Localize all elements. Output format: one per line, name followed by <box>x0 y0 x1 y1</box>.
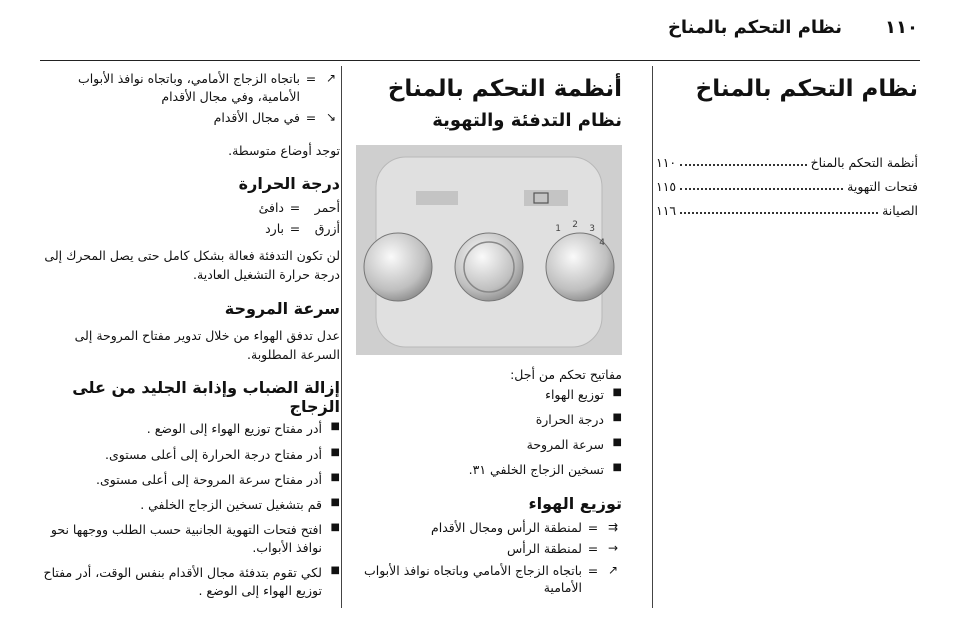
legend-text: باتجاه الزجاج الأمامي، وباتجاه نوافذ الأبواب الأمامية، وفي مجال الأقدام <box>77 71 300 104</box>
temperature-knob <box>455 233 523 301</box>
toc-dots <box>680 188 843 190</box>
air-distribution-legend <box>356 519 622 597</box>
list-item: ■ سرعة المروحة <box>356 436 622 454</box>
header-page-number: ١١٠ <box>885 17 918 38</box>
column-divider-left <box>341 66 342 608</box>
fan-speed-section <box>40 299 340 365</box>
control-panel-illustration <box>356 145 622 355</box>
air-distribution-title: توزيع الهواء <box>528 493 622 513</box>
toc-label: فتحات التهوية <box>847 179 918 194</box>
toc-page: ١١٦ <box>656 203 677 218</box>
knob-digit: 2 <box>572 220 578 230</box>
legend-row: ↗ = باتجاه الزجاج الأمامي، وباتجاه نوافذ الأبواب الأمامية، وفي مجال الأقدام <box>40 70 340 105</box>
legend-text: لمنطقة الرأس <box>507 541 582 556</box>
air-distribution-section <box>356 494 622 597</box>
fan-speed-title: سرعة المروحة <box>224 298 340 318</box>
left-column <box>40 66 340 607</box>
toc-dots <box>680 212 878 214</box>
fan-speed-paragraph: عدل تدفق الهواء من خلال تدوير مفتاح المروحة إلى السرعة المطلوبة. <box>74 327 340 362</box>
temperature-title: درجة الحرارة <box>238 173 340 193</box>
header-title: نظام التحكم بالمناخ <box>667 17 842 38</box>
demisting-section <box>40 378 340 600</box>
toc-item[interactable] <box>656 170 918 194</box>
color-label: أزرق <box>314 221 340 237</box>
middle-column <box>356 66 622 601</box>
list-item: ■ أدر مفتاح سرعة المروحة إلى أعلى مستوى. <box>40 471 340 489</box>
knob-digit: 1 <box>555 224 561 234</box>
intermediate-positions-note: توجد أوضاع متوسطة. <box>228 142 340 158</box>
toc-page: ١١٠ <box>656 155 677 170</box>
legend-text: لمنطقة الرأس ومجال الأقدام <box>431 519 582 535</box>
panel-slot <box>416 191 458 205</box>
demisting-list <box>40 420 340 600</box>
section-subtitle: نظام التدفئة والتهوية <box>432 110 622 131</box>
controls-caption: مفاتيح تحكم من أجل: <box>510 367 622 382</box>
list-item: ■ لكي تقوم بتدفئة مجال الأقدام بنفس الوقت، أدر مفتاح توزيع الهواء إلى الوضع . <box>40 564 340 600</box>
list-item: ■ افتح فتحات التهوية الجانبية حسب الطلب ووجهها نحو نوافذ الأبواب. <box>40 521 340 557</box>
head-air-icon: → <box>607 541 619 555</box>
color-meaning: دافئ <box>258 199 284 215</box>
page-header <box>0 0 960 62</box>
rear-window-button <box>524 190 568 206</box>
legend-row: ↘ = في مجال الأقدام <box>40 109 340 127</box>
legend-row: → = لمنطقة الرأس <box>356 540 622 558</box>
temperature-section <box>40 174 340 285</box>
control-panel-photo <box>356 145 622 355</box>
windscreen-air-icon: ↗ <box>607 562 619 577</box>
toc-label: أنظمة التحكم بالمناخ <box>810 155 918 170</box>
toc-page: ١١٥ <box>656 179 677 194</box>
list-item: ■ تسخين الزجاج الخلفي ٣١. <box>356 461 622 479</box>
air-distribution-legend-cont <box>40 70 340 127</box>
toc-label: الصيانة <box>882 203 918 218</box>
head-feet-air-icon: ⇉ <box>607 519 619 534</box>
toc-dots <box>680 164 806 166</box>
temperature-paragraph: لن تكون التدفئة فعالة بشكل كامل حتى يصل المحرك إلى درجة حرارة التشغيل العادية. <box>44 247 340 283</box>
chapter-title: نظام التحكم بالمناخ <box>695 76 918 102</box>
toc-item[interactable] <box>656 194 918 218</box>
legend-row: ↗ = باتجاه الزجاج الأمامي وباتجاه نوافذ الأبواب الأمامية <box>356 562 622 597</box>
legend-row: ⇉ = لمنطقة الرأس ومجال الأقدام <box>356 519 622 537</box>
section-title: أنظمة التحكم بالمناخ <box>387 76 622 102</box>
temperature-legend <box>40 199 340 238</box>
list-item: ■ أدر مفتاح درجة الحرارة إلى أعلى مستوى. <box>40 446 340 464</box>
list-item: ■ توزيع الهواء <box>356 386 622 404</box>
table-of-contents <box>656 146 918 218</box>
air-distribution-knob <box>364 233 432 301</box>
knob-digit: 3 <box>589 224 595 234</box>
column-divider-right <box>652 66 653 608</box>
feet-air-icon: ↘ <box>325 110 337 124</box>
color-meaning: بارد <box>265 221 284 237</box>
controls-list <box>356 386 622 480</box>
color-label: أحمر <box>314 199 340 215</box>
list-item: ■ أدر مفتاح توزيع الهواء إلى الوضع . <box>40 420 340 438</box>
legend-text: باتجاه الزجاج الأمامي وباتجاه نوافذ الأبواب الأمامية <box>363 562 582 595</box>
toc-item[interactable] <box>656 146 918 170</box>
legend-row: أحمر = دافئ <box>40 199 340 217</box>
header-rule <box>40 60 920 61</box>
demisting-title: إزالة الضباب وإذابة الجليد من على الزجاج <box>72 378 340 417</box>
right-column <box>656 66 918 218</box>
legend-row: أزرق = بارد <box>40 220 340 238</box>
list-item: ■ درجة الحرارة <box>356 411 622 429</box>
windscreen-feet-air-icon: ↗ <box>325 71 337 85</box>
legend-text: في مجال الأقدام <box>213 110 300 125</box>
knob-digit: 4 <box>599 238 605 248</box>
list-item: ■ قم بتشغيل تسخين الزجاج الخلفي . <box>40 496 340 514</box>
